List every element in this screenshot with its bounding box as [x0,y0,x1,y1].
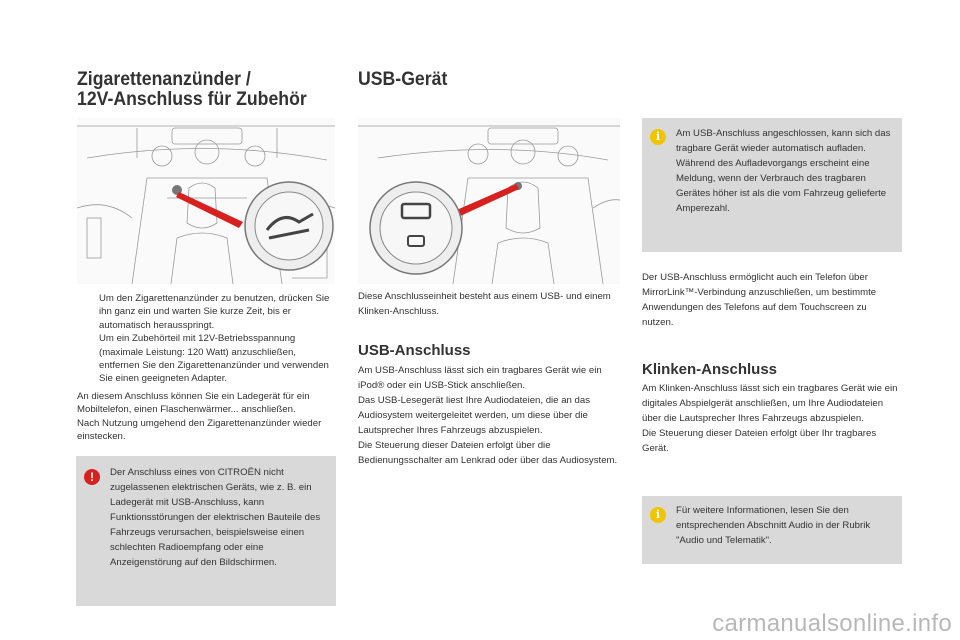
warning-icon: ! [84,469,100,485]
info-line: Während des Aufladevorgangs erscheint eine Meldung, wenn der Verbrauch des tragbaren Gerätes höher ist als die vom Fahrzeug gelieferte Amperezahl. [676,158,887,214]
paragraph-line: An diesem Anschluss können Sie ein Ladegerät für ein Mobiltelefon, einen Flaschenwärmer... anschließen. [77,391,310,416]
left-title [77,70,347,110]
left-bullet-list [77,292,332,386]
usb-intro: Diese Anschlusseinheit besteht aus einem USB- und einem Klinken-Anschluss. [358,291,611,317]
bullet-marker [77,292,99,332]
warning-box [76,456,336,606]
usb-title [358,70,454,90]
bullet-item [77,292,332,332]
info-icon: i [650,507,666,523]
usb-text-line: Das USB-Lesegerät liest Ihre Audiodateien, die an das Audiosystem weitergeleitet werden, um diese über die Lautsprecher Ihres Fahrzeugs abzuspielen. [358,395,590,436]
usb-text-line: Am USB-Anschluss lässt sich ein tragbares Gerät wie ein iPod® oder ein USB-Stick anschließen. [358,365,602,391]
bullet-text: Um ein Zubehörteil mit 12V-Betriebsspannung (maximale Leistung: 120 Watt) anzuschließen, entfernen Sie den Zigarettenanzünder und verwenden Sie einen geeigneten Adapter. [99,333,329,385]
dashboard-drawing [77,118,335,284]
klinken-heading-text: Klinken-Anschluss [642,361,778,378]
info-icon: i [650,129,666,145]
bullet-item [77,332,332,386]
watermark: carmanualsonline.info [712,610,952,637]
red-arrow [176,192,243,228]
title-line-1: Zigarettenanzünder / [77,69,251,90]
red-arrow [452,184,519,218]
paragraph-line: Nach Nutzung umgehend den Zigarettenanzünder wieder einstecken. [77,417,322,443]
klinken-line: Die Steuerung dieser Dateien erfolgt über Ihr tragbares Gerät. [642,428,877,454]
bullet-text: Um den Zigarettenanzünder zu benutzen, drücken Sie ihn ganz ein und warten Sie kurze Zeit, bis er automatisch herausspringt. [99,293,330,331]
cigarette-lighter-illustration [77,118,335,284]
usb-unit-illustration [358,118,620,284]
info-line: Am USB-Anschluss angeschlossen, kann sich das tragbare Gerät wieder automatisch aufladen. [676,128,891,154]
left-paragraph [77,390,332,444]
console-drawing [358,118,620,284]
bullet-marker [77,332,99,386]
usb-title-text: USB-Gerät [358,69,448,90]
info-box-more [642,496,902,564]
klinken-heading [642,361,777,379]
warning-text: Der Anschluss eines von CITROËN nicht zugelassenen elektrischen Geräts, wie z. B. ein Ladegerät mit USB-Anschluss, kann Funktionsstörungen der elektrischen Bauteile des Fahrzeugs verursachen, beispielsweise einen schlechten Radioempfang oder eine Anzeigenstörung auf den Bildschirmen. [110,467,321,568]
usb-text-line: Die Steuerung dieser Dateien erfolgt über die Bedienungsschalter am Lenkrad oder über das Audiosystem. [358,440,618,466]
info-more-text: Für weitere Informationen, lesen Sie den entsprechenden Abschnitt Audio in der Rubrik "Audio und Telematik". [676,505,871,546]
info-box-charging [642,118,902,252]
klinken-text [642,381,900,456]
info-charging-text [676,126,894,216]
title-line-2: 12V-Anschluss für Zubehör [77,89,307,110]
usb-anschluss-heading-text: USB-Anschluss [358,342,471,359]
usb-anschluss-heading [358,342,471,360]
usb-anschluss-text [358,363,620,468]
mirrorlink-text: Der USB-Anschluss ermöglicht auch ein Telefon über MirrorLink™-Verbindung anzuschließen, um bestimmte Anwendungen des Telefons auf dem Touchscreen zu nutzen. [642,272,877,328]
klinken-line: Am Klinken-Anschluss lässt sich ein tragbares Gerät wie ein digitales Abspielgerät anschließen, um Ihre Audiodateien über die Lautsprecher Ihres Fahrzeugs abzuspielen. [642,383,898,424]
